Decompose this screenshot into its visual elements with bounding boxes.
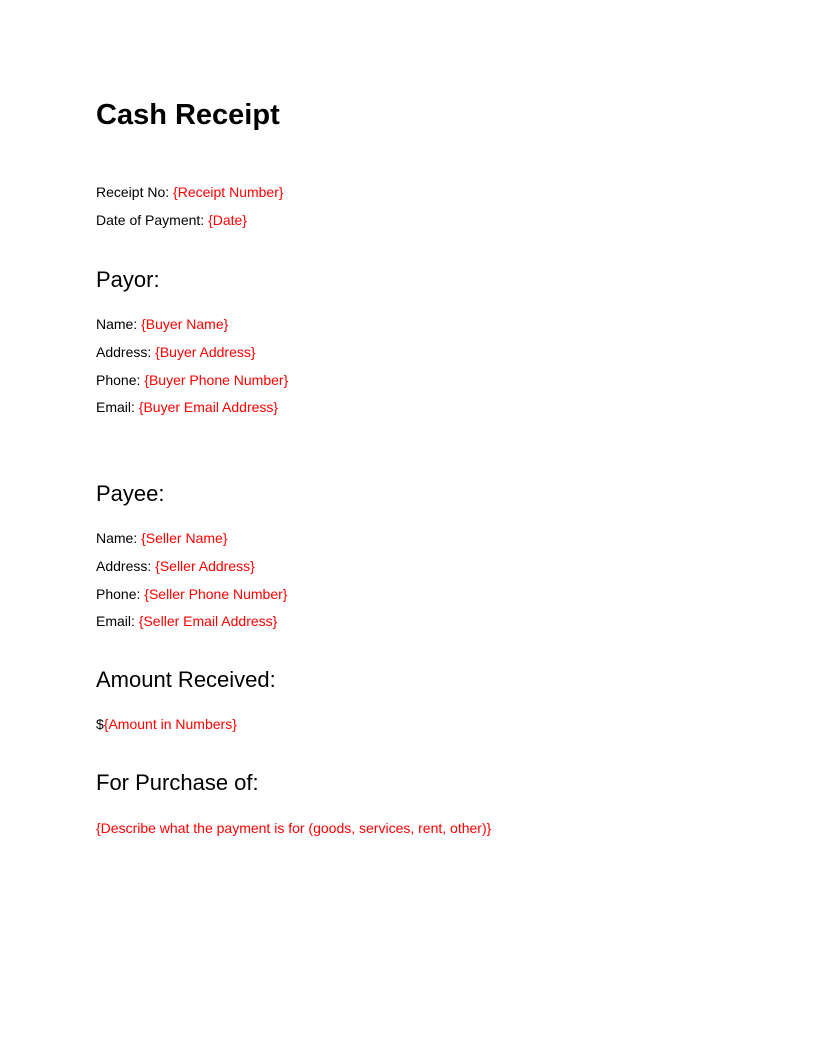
payee-address-value: {Seller Address} xyxy=(155,558,255,574)
payor-phone-label: Phone: xyxy=(96,372,145,388)
amount-heading: Amount Received: xyxy=(96,667,276,692)
payee-phone-value: {Seller Phone Number} xyxy=(144,586,288,602)
payment-date-value: {Date} xyxy=(208,212,247,228)
purchase-heading: For Purchase of: xyxy=(96,770,259,795)
amount-line xyxy=(96,714,237,734)
receipt-number-line xyxy=(96,182,284,202)
payment-date-line xyxy=(96,210,247,230)
page-title: Cash Receipt xyxy=(96,99,280,131)
payee-address-line xyxy=(96,556,255,576)
payee-email-label: Email: xyxy=(96,613,139,629)
payor-heading: Payor: xyxy=(96,267,160,292)
payor-email-line xyxy=(96,397,278,417)
payor-phone-line xyxy=(96,370,288,390)
payee-phone-label: Phone: xyxy=(96,586,145,602)
amount-value: {Amount in Numbers} xyxy=(103,716,237,732)
payor-email-label: Email: xyxy=(96,399,139,415)
payor-address-line xyxy=(96,342,256,362)
payor-address-value: {Buyer Address} xyxy=(155,344,256,360)
purchase-description: {Describe what the payment is for (goods, services, rent, other)} xyxy=(96,820,492,836)
receipt-number-label: Receipt No: xyxy=(96,184,174,200)
payee-phone-line xyxy=(96,584,287,604)
receipt-number-value: {Receipt Number} xyxy=(173,184,284,200)
payor-name-label: Name: xyxy=(96,316,142,332)
amount-currency: $ xyxy=(96,716,104,732)
payee-email-line xyxy=(96,611,277,631)
payee-name-line xyxy=(96,528,228,548)
payor-address-label: Address: xyxy=(96,344,156,360)
payor-email-value: {Buyer Email Address} xyxy=(138,399,279,415)
payee-email-value: {Seller Email Address} xyxy=(138,613,278,629)
payee-heading: Payee: xyxy=(96,481,165,506)
payor-name-value: {Buyer Name} xyxy=(141,316,229,332)
payment-date-label: Date of Payment: xyxy=(96,212,209,228)
payee-name-label: Name: xyxy=(96,530,142,546)
payee-name-value: {Seller Name} xyxy=(141,530,228,546)
payor-phone-value: {Buyer Phone Number} xyxy=(144,372,289,388)
payor-name-line xyxy=(96,314,228,334)
payee-address-label: Address: xyxy=(96,558,156,574)
